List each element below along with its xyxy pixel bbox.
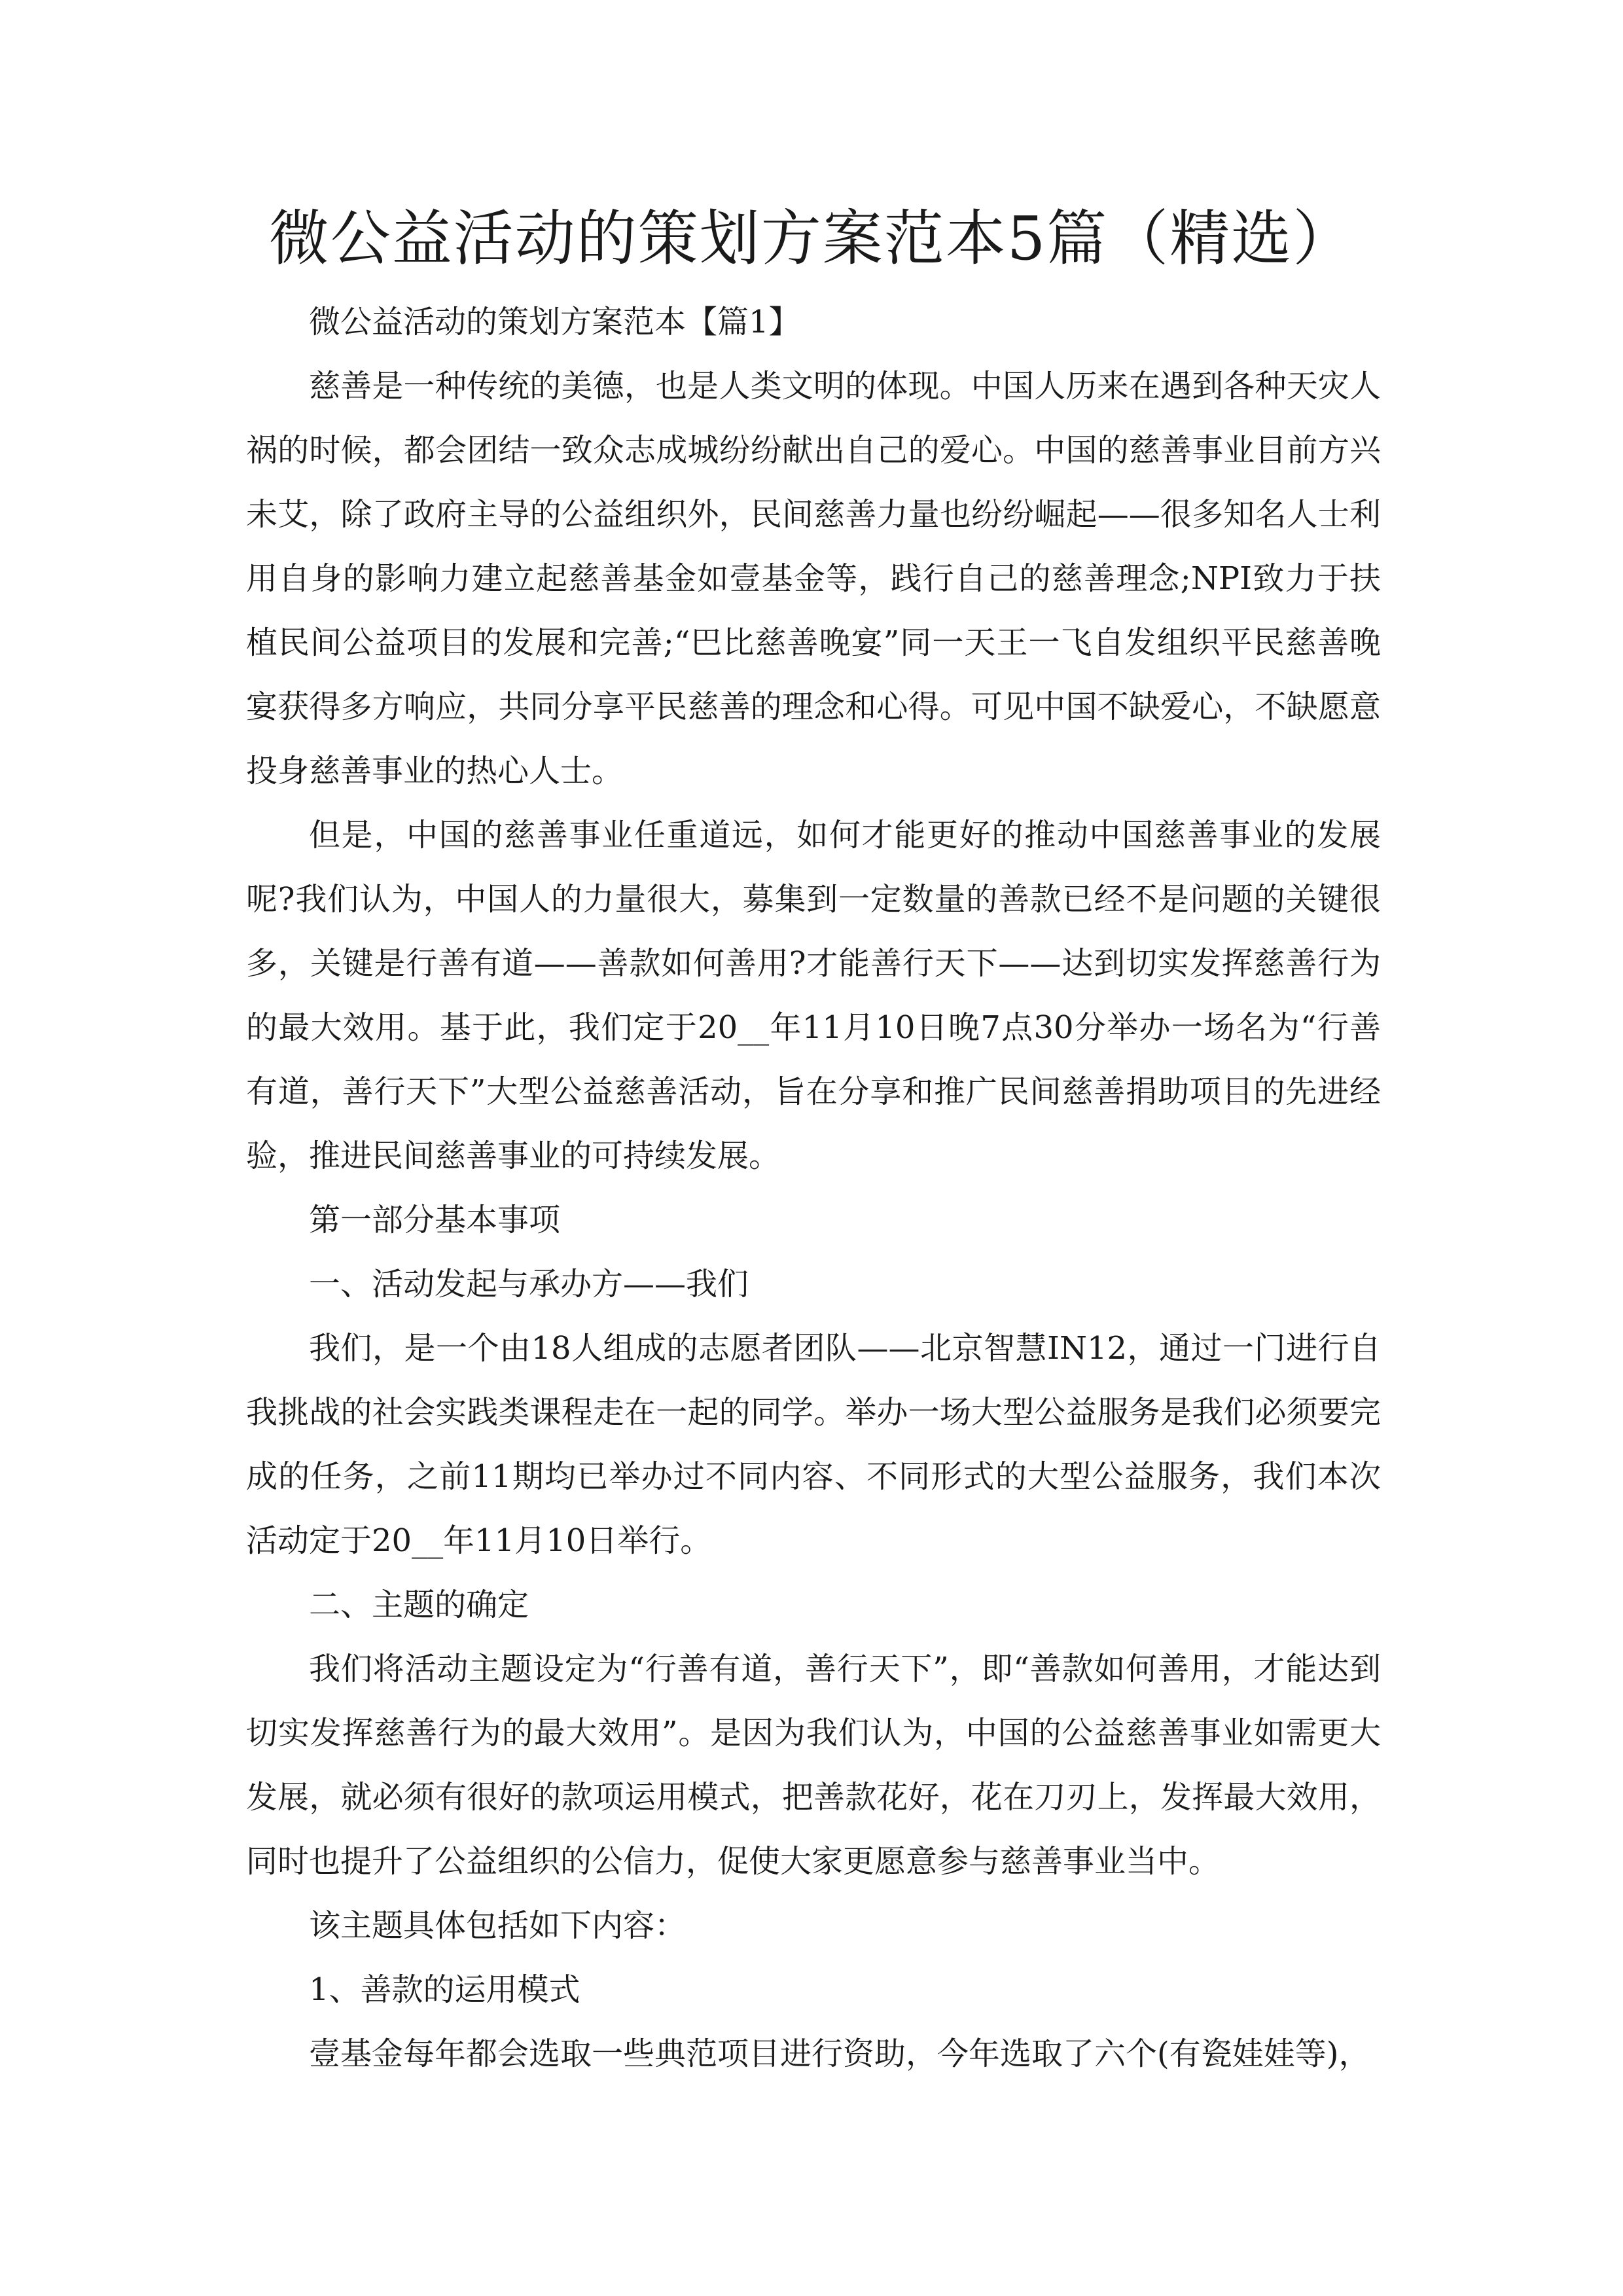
section-heading: 1、善款的运用模式	[309, 1971, 580, 2008]
paragraph: 该主题具体包括如下内容：	[309, 1907, 687, 1944]
paragraph: 我们，是一个由18人组成的志愿者团队——北京智慧IN12，通过一门进行自我挑战的社会实践类课程走在一起的同学。举办一场大型公益服务是我们必须要完成的任务，之前11期均已举办过不同内容、不同形式的大型公益服务，我们本次活动定于20__年11月10日举行。	[246, 1330, 1381, 1559]
section-heading: 一、活动发起与承办方——我们	[309, 1266, 749, 1302]
section-heading: 二、主题的确定	[309, 1587, 529, 1623]
paragraph: 壹基金每年都会选取一些典范项目进行资助，今年选取了六个(有瓷娃娃等)，	[309, 2036, 1370, 2072]
document-body	[246, 290, 1381, 2086]
section-heading: 微公益活动的策划方案范本【篇1】	[309, 304, 800, 340]
document-title: 微公益活动的策划方案范本5篇（精选）	[268, 204, 1355, 274]
paragraph: 但是，中国的慈善事业任重道远，如何才能更好的推动中国慈善事业的发展呢?我们认为，中国人的力量很大，募集到一定数量的善款已经不是问题的关键很多，关键是行善有道——善款如何善用?才能善行天下——达到切实发挥慈善行为的最大效用。基于此，我们定于20__年11月10日晚7点30分举办一场名为“行善有道，善行天下”大型公益慈善活动，旨在分享和推广民间慈善捐助项目的先进经验，推进民间慈善事业的可持续发展。	[246, 817, 1381, 1174]
section-heading: 第一部分基本事项	[309, 1202, 561, 1238]
paragraph: 慈善是一种传统的美德，也是人类文明的体现。中国人历来在遇到各种天灾人祸的时候，都会团结一致众志成城纷纷献出自己的爱心。中国的慈善事业目前方兴未艾，除了政府主导的公益组织外，民间慈善力量也纷纷崛起——很多知名人士利用自身的影响力建立起慈善基金如壹基金等，践行自己的慈善理念;NPI致力于扶植民间公益项目的发展和完善;“巴比慈善晚宴”同一天王一飞自发组织平民慈善晚宴获得多方响应，共同分享平民慈善的理念和心得。可见中国不缺爱心，不缺愿意投身慈善事业的热心人士。	[246, 368, 1381, 789]
paragraph: 我们将活动主题设定为“行善有道，善行天下”，即“善款如何善用，才能达到切实发挥慈善行为的最大效用”。是因为我们认为，中国的公益慈善事业如需更大发展，就必须有很好的款项运用模式，把善款花好，花在刀刃上，发挥最大效用，同时也提升了公益组织的公信力，促使大家更愿意参与慈善事业当中。	[246, 1651, 1381, 1880]
